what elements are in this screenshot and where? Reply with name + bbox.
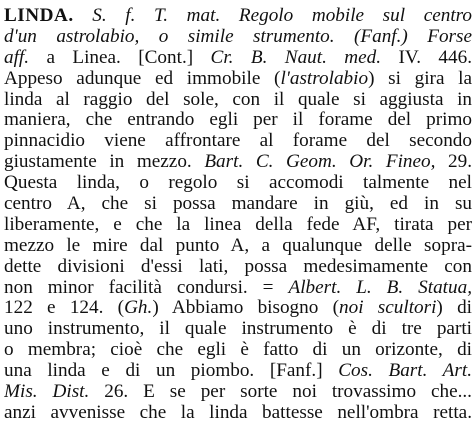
body-text: una linda e di un piombo. [Fanf.] (4, 361, 339, 382)
entry-line (4, 131, 472, 152)
italic-text: noi scultori (339, 298, 437, 319)
body-text: mezzo le mire dal punto A, a qualunque delle sopra- (4, 235, 472, 256)
entry-line (4, 27, 472, 48)
italic-text: aff. (4, 47, 30, 68)
body-text: linda al raggio del sole, con il quale si aggiusta in (4, 89, 472, 110)
body-text: non minor facilità condursi. = (4, 277, 289, 298)
entry-line (4, 403, 472, 424)
body-text: dette divisioni d'essi lati, possa medesimamente con (4, 256, 472, 277)
dictionary-entry (4, 6, 472, 424)
entry-line (4, 194, 472, 215)
italic-text: Albert. L. B. Statua, (288, 277, 472, 298)
entry-line (4, 110, 472, 131)
body-text: 26. E se per sorte noi trovassimo che... (89, 382, 472, 403)
entry-line (4, 152, 472, 173)
italic-text: Cr. B. Naut. med. (210, 47, 382, 68)
entry-line (4, 361, 472, 382)
body-text: liberamente, e che la linea della fede AF, tirata per (4, 214, 472, 235)
italic-text: Gh. (124, 298, 153, 319)
entry-line (4, 69, 472, 90)
entry-line (4, 278, 472, 299)
entry-line (4, 319, 472, 340)
body-text: giustamente in mezzo. (4, 152, 205, 173)
entry-line (4, 48, 472, 69)
entry-line (4, 215, 472, 236)
body-text: anzi avvenisse che la linda battesse nell'ombra retta. (4, 402, 472, 423)
body-text: a Linea. [Cont.] (29, 47, 211, 68)
body-text: Questa linda, o regolo si accomodi talmente nel (4, 173, 472, 194)
body-text (74, 6, 93, 26)
italic-text: Mis. Dist. (4, 382, 90, 403)
body-text: ) di (436, 298, 472, 319)
italic-text: Bart. C. Geom. Or. Fineo, (204, 152, 436, 173)
italic-text: l'astrolabio (280, 68, 369, 89)
body-text: 29. (435, 152, 472, 173)
body-text: pinnacidio viene affrontare al forame del secondo (4, 131, 472, 152)
headword: LINDA. (4, 6, 74, 26)
entry-line (4, 382, 472, 403)
italic-text: Cos. Bart. Art. (338, 361, 472, 382)
entry-line (4, 298, 472, 319)
entry-line (4, 257, 472, 278)
body-text: IV. 446. (381, 47, 472, 68)
entry-line (4, 90, 472, 111)
italic-text: d'un astrolabio, o simile strumento. (Fanf.) Forse (4, 26, 472, 47)
entry-line (4, 6, 472, 27)
entry-line (4, 340, 472, 361)
body-text: maniera, che entrando egli per il forame del primo (4, 110, 472, 131)
body-text: Appeso adunque ed immobile ( (4, 68, 281, 89)
body-text: o membra; cioè che egli è fatto di un orizonte, di (4, 340, 472, 361)
italic-text: S. f. T. mat. Regolo mobile sul centro (92, 6, 472, 26)
body-text: ) si gira la (368, 68, 472, 89)
entry-line (4, 173, 472, 194)
body-text: 122 e 124. ( (4, 298, 125, 319)
body-text: ) Abbiamo bisogno ( (152, 298, 339, 319)
entry-line (4, 236, 472, 257)
body-text: uno instrumento, il quale instrumento è di tre parti (4, 319, 472, 340)
body-text: centro A, che si possa mandare in giù, ed in su (4, 194, 472, 215)
